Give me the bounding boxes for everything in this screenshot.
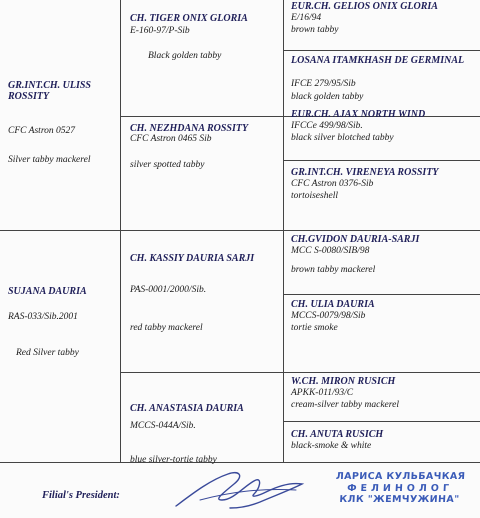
g6-name: CH. ULIA DAURIA (291, 299, 375, 310)
g3-reg: IFCCe 499/98/Sib. (291, 121, 363, 131)
g5-reg: MCC S-0080/SIB/98 (291, 246, 370, 256)
g6-reg: MCCS-0079/98/Sib (291, 311, 366, 321)
bottom-border (0, 462, 480, 463)
g1-color: brown tabby (291, 25, 339, 35)
column-divider-1 (120, 0, 121, 462)
g8-color: black-smoke & white (291, 441, 372, 451)
stamp-line-2: ФЕЛИНОЛОГ (346, 482, 454, 494)
ggp-divider-2 (283, 160, 480, 161)
g7-name: W.CH. MIRON RUSICH (291, 376, 396, 387)
gp2-reg: CFC Astron 0465 Sib (130, 134, 212, 144)
gp1-reg: E-160-97/P-Sib (130, 26, 190, 36)
g1-reg: E/16/94 (291, 13, 322, 23)
g5-name: CH.GVIDON DAURIA-SARJI (291, 234, 420, 245)
g7-reg: APKK-011/93/C (291, 388, 354, 398)
g5-color: brown tabby mackerel (291, 265, 376, 275)
sire-color: Silver tabby mackerel (8, 155, 91, 165)
g1-name: EUR.CH. GELIOS ONIX GLORIA (291, 1, 438, 12)
president-label: Filial's President: (42, 490, 120, 501)
g6-color: tortie smoke (291, 323, 338, 333)
g4-reg: CFC Astron 0376-Sib (291, 179, 374, 189)
g8-name: CH. ANUTA RUSICH (291, 429, 384, 440)
g3-color: black silver blotched tabby (291, 133, 394, 143)
g2-color: black golden tabby (291, 92, 364, 102)
felinologist-stamp (321, 471, 479, 506)
gp1-name: CH. TIGER ONIX GLORIA (130, 13, 248, 24)
column-divider-2 (283, 0, 284, 462)
sire-reg: CFC Astron 0527 (8, 126, 76, 136)
ggp-divider-3 (283, 294, 480, 295)
gp4-color: blue silver-tortie tabby (130, 455, 217, 465)
gp4-name: CH. ANASTASIA DAURIA (130, 403, 244, 414)
stamp-line-3: КЛК "ЖЕМЧУЖИНА" (339, 494, 460, 505)
gp2-name: CH. NEZHDANA ROSSITY (130, 123, 249, 134)
main-divider (0, 230, 480, 231)
g4-name: GR.INT.CH. VIRENEYA ROSSITY (291, 167, 439, 178)
gp4-reg: MCCS-044A/Sib. (130, 421, 196, 431)
ggp-divider-1 (283, 50, 480, 51)
g3-name: EUR.CH. AJAX NORTH WIND (291, 109, 426, 120)
gp-divider-2 (120, 372, 480, 373)
ggp-divider-4 (283, 421, 480, 422)
g7-color: cream-silver tabby mackerel (291, 400, 399, 410)
signature (170, 466, 310, 512)
gp2-color: silver spotted tabby (130, 160, 205, 170)
dam-color: Red Silver tabby (16, 348, 79, 358)
dam-name: SUJANA DAURIA (8, 286, 87, 297)
g2-reg: IFCE 279/95/Sib (291, 79, 356, 89)
gp3-color: red tabby mackerel (130, 323, 203, 333)
sire-name: GR.INT.CH. ULISS ROSSITY (8, 80, 91, 102)
dam-reg: RAS-033/Sib.2001 (8, 312, 78, 322)
g2-name: LOSANA ITAMKHASH DE GERMINAL (291, 55, 465, 66)
stamp-line-1: ЛАРИСА КУЛЬБАЧКАЯ (335, 471, 466, 482)
gp1-color: Black golden tabby (148, 51, 222, 61)
gp3-name: CH. KASSIY DAURIA SARJI (130, 253, 255, 264)
g4-color: tortoiseshell (291, 191, 338, 201)
gp3-reg: PAS-0001/2000/Sib. (130, 285, 207, 295)
